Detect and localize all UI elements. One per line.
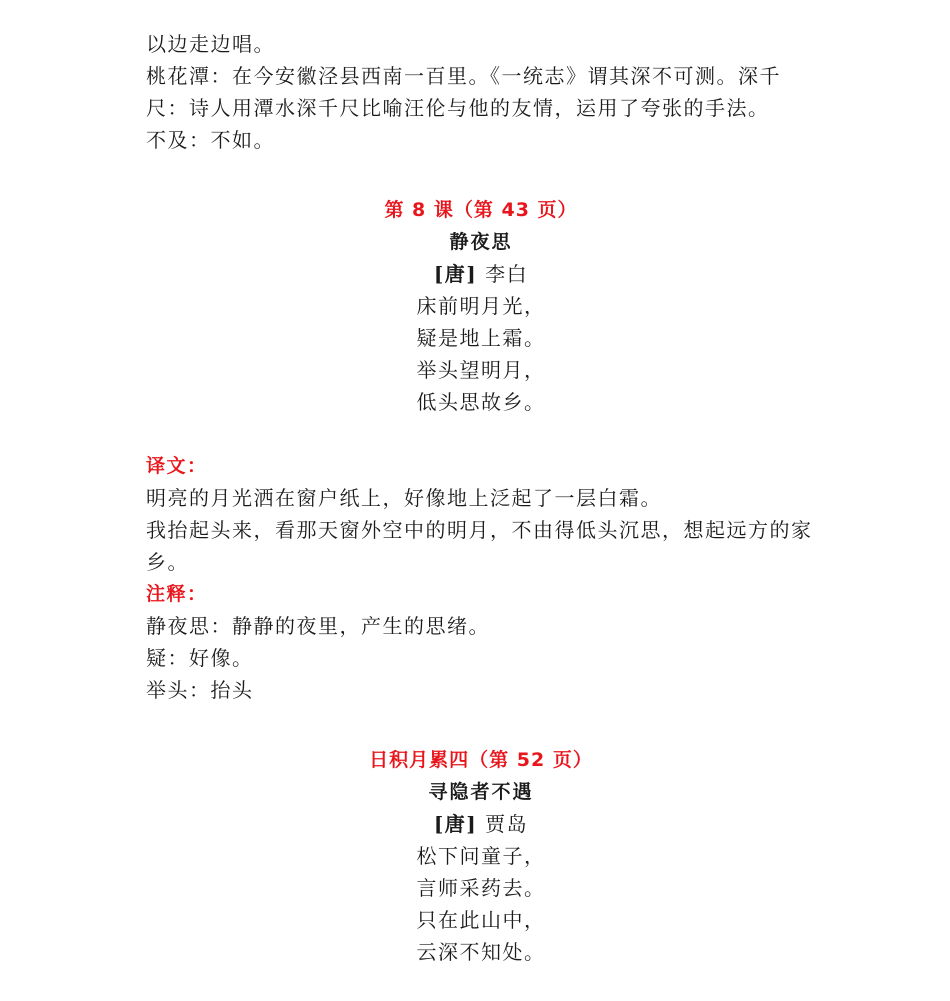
poem-verse: 举头望明月， [416, 358, 546, 382]
poem-byline [146, 808, 816, 840]
translation-line: 我抬起头来，看那天窗外空中的明月，不由得低头沉思，想起远方的家乡。 [146, 518, 813, 574]
note-item: 疑：好像。 [146, 646, 254, 670]
poem-verse: 疑是地上霜。 [416, 326, 546, 350]
review-4-heading: 日积月累四（第 52 页） [369, 749, 593, 771]
translation-line: 明亮的月光洒在窗户纸上，好像地上泛起了一层白霜。 [146, 486, 662, 510]
poem-verse: 床前明月光， [416, 294, 546, 318]
poem-author: 李白 [485, 262, 529, 286]
poem-verse: 云深不知处。 [416, 940, 546, 964]
note-item: 举头：抬头 [146, 678, 254, 702]
poem-byline [146, 258, 816, 290]
intro-note-buji: 不及：不如。 [146, 128, 275, 152]
note-item: 静夜思：静静的夜里，产生的思绪。 [146, 614, 490, 638]
poem-verse: 松下问童子， [416, 844, 546, 868]
translation-label: 译文： [146, 455, 208, 477]
lesson-8-heading: 第 8 课（第 43 页） [384, 199, 578, 221]
poem-verse: 言师采药去。 [416, 876, 546, 900]
poem-dynasty: [唐] [433, 262, 478, 286]
notes-label: 注释： [146, 583, 208, 605]
document-page [146, 28, 816, 968]
intro-note-taohuatan: 桃花潭：在今安徽泾县西南一百里。《一统志》谓其深不可测。深千尺：诗人用潭水深千尺比喻汪伦与他的友情，运用了夸张的手法。 [146, 64, 781, 120]
poem-title-xunyinzhe: 寻隐者不遇 [428, 781, 534, 803]
poem-dynasty: [唐] [433, 812, 478, 836]
poem-title-jingyesi: 静夜思 [449, 231, 513, 253]
intro-line: 以边走边唱。 [146, 32, 275, 56]
poem-verse: 低头思故乡。 [416, 390, 546, 414]
poem-author: 贾岛 [485, 812, 529, 836]
poem-verse: 只在此山中， [416, 908, 546, 932]
